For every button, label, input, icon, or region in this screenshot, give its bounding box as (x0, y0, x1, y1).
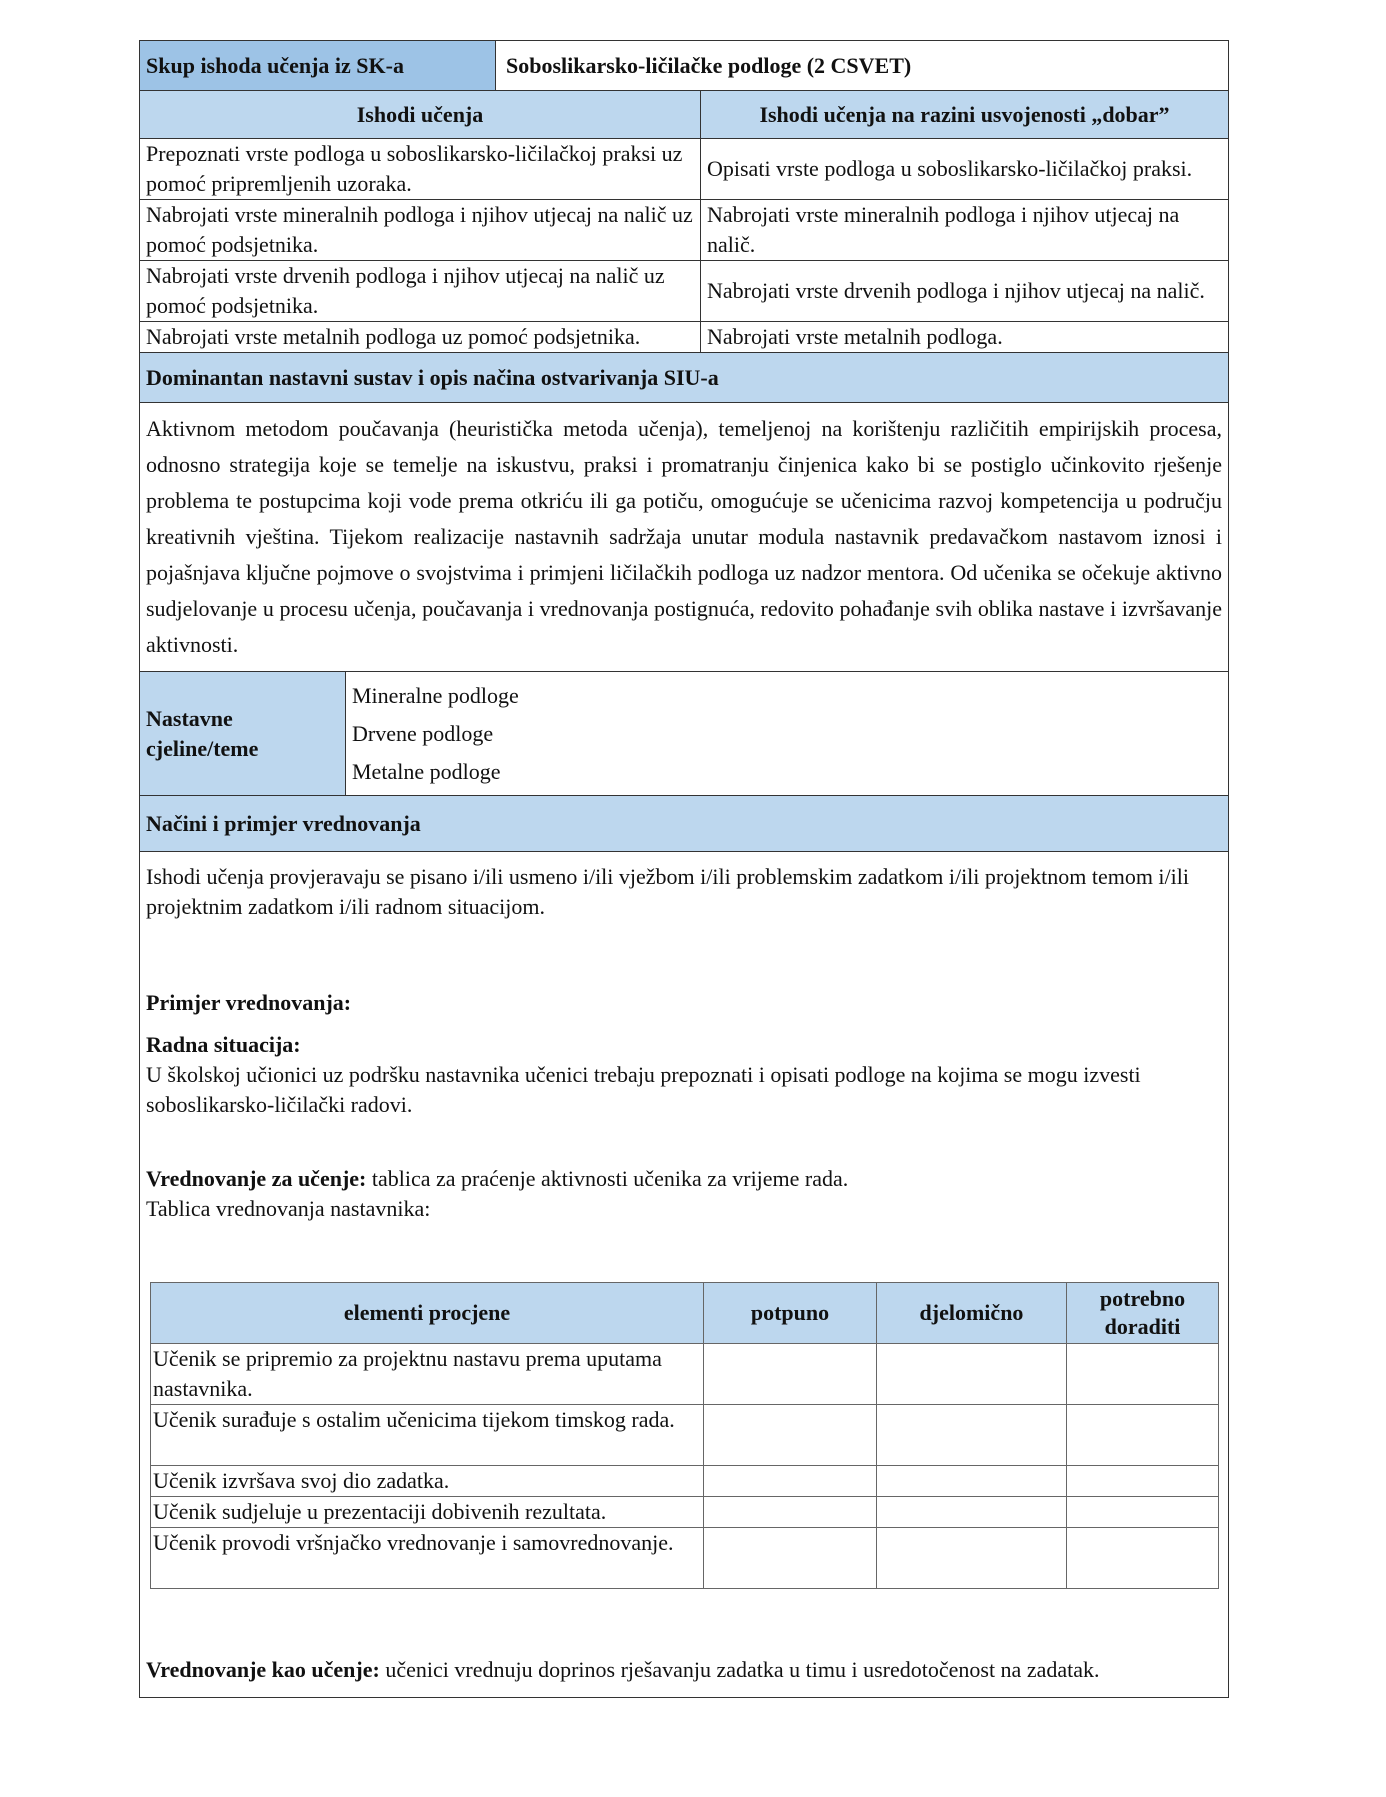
evaluation-body-row (140, 852, 1229, 1698)
topics-label: Nastavne cjeline/teme (140, 672, 346, 796)
teaching-system-title: Dominantan nastavni sustav i opis načina ostvarivanja SIU-a (140, 353, 1229, 403)
as-learning-text: učenici vrednuju doprinos rješavanju zadatka u timu i usredotočenost na zadatak. (379, 1657, 1100, 1682)
good-level-col-header: Ishodi učenja na razini usvojenosti „dobar” (701, 91, 1229, 139)
document-page (139, 40, 1228, 1698)
assessment-cell-needs-work[interactable] (1067, 1466, 1219, 1497)
evaluation-header-row (140, 796, 1229, 852)
as-learning-line (146, 1655, 1222, 1685)
for-learning-text: tablica za praćenje aktivnosti učenika za vrijeme rada. (366, 1166, 849, 1191)
teaching-system-body: Aktivnom metodom poučavanja (heuristička metoda učenja), temeljenoj na korištenju različitih empirijskih procesa, odnosno strategija koje se temelje na iskustvu, praksi i promatranju činjenica kako bi se postiglo učinkovito rješenje problema te postupcima koji vode prema otkriću ili ga potiču, omogućuje se učenicima razvoj kompetencija u području kreativnih vještina. Tijekom realizacije nastavnih sadržaja unutar modula nastavnik predavačkom nastavom iznosi i pojašnjava ključne pojmove o svojstvima i primjeni ličilačkih podloga uz nadzor mentora. Od učenika se očekuje aktivno sudjelovanje u procesu učenja, poučavanja i vrednovanja postignuća, redovito pohađanje svih oblika nastave i izvršavanje aktivnosti. (140, 403, 1229, 672)
assessment-cell-partial[interactable] (877, 1497, 1067, 1528)
siu-table (139, 40, 1229, 1698)
good-level-text: Nabrojati vrste drvenih podloga i njihov utjecaj na nalič. (701, 261, 1229, 322)
example-heading: Primjer vrednovanja: (146, 990, 352, 1015)
good-level-text: Nabrojati vrste mineralnih podloga i njihov utjecaj na nalič. (701, 200, 1229, 261)
evaluation-methods: Ishodi učenja provjeravaju se pisano i/ili usmeno i/ili vježbom i/ili problemskim zadatkom i/ili projektnom temom i/ili projektnim zadatkom i/ili radnom situacijom. (146, 864, 1189, 919)
siu-label: Skup ishoda učenja iz SK-a (140, 41, 496, 91)
assessment-cell-needs-work[interactable] (1067, 1528, 1219, 1589)
for-learning-label: Vrednovanje za učenje: (146, 1166, 367, 1191)
teaching-system-body-row (140, 403, 1229, 672)
outcome-row (140, 322, 1229, 353)
assessment-element: Učenik se pripremio za projektnu nastavu prema uputama nastavnika. (151, 1344, 704, 1405)
work-situation-text: U školskoj učionici uz podršku nastavnika učenici trebaju prepoznati i opisati podloge na kojima se mogu izvesti soboslikarsko-ličilački radovi. (146, 1062, 1141, 1117)
assessment-element: Učenik surađuje s ostalim učenicima tijekom timskog rada. (151, 1405, 704, 1466)
work-situation-heading: Radna situacija: (146, 1032, 301, 1057)
assessment-cell-needs-work[interactable] (1067, 1344, 1219, 1405)
col-header-partial: djelomično (877, 1283, 1067, 1344)
for-learning-line (146, 1164, 1222, 1194)
assessment-cell-needs-work[interactable] (1067, 1497, 1219, 1528)
evaluation-title: Načini i primjer vrednovanja (140, 796, 1229, 852)
assessment-table (150, 1282, 1219, 1589)
good-level-text: Nabrojati vrste metalnih podloga. (701, 322, 1229, 353)
outcome-text: Prepoznati vrste podloga u soboslikarsko-ličilačkoj praksi uz pomoć pripremljenih uzoraka. (140, 139, 701, 200)
outcome-text: Nabrojati vrste mineralnih podloga i njihov utjecaj na nalič uz pomoć podsjetnika. (140, 200, 701, 261)
outcome-row (140, 261, 1229, 322)
siu-value: Soboslikarsko-ličilačke podloge (2 CSVET) (496, 41, 1229, 91)
assessment-element: Učenik sudjeluje u prezentaciji dobivenih rezultata. (151, 1497, 704, 1528)
assessment-row (151, 1497, 1219, 1528)
assessment-cell-full[interactable] (704, 1497, 877, 1528)
outcome-row (140, 200, 1229, 261)
col-header-elements: elementi procjene (151, 1283, 704, 1344)
assessment-cell-partial[interactable] (877, 1466, 1067, 1497)
topics-row (140, 672, 1229, 796)
outcomes-col-header: Ishodi učenja (140, 91, 701, 139)
assessment-header-row (151, 1283, 1219, 1344)
col-header-needs-work: potrebno doraditi (1067, 1283, 1219, 1344)
as-learning-label: Vrednovanje kao učenje: (146, 1657, 380, 1682)
assessment-row (151, 1528, 1219, 1589)
teacher-table-caption: Tablica vrednovanja nastavnika: (146, 1196, 431, 1221)
assessment-row (151, 1405, 1219, 1466)
assessment-cell-partial[interactable] (877, 1528, 1067, 1589)
topic-item: Mineralne podloge (352, 682, 519, 708)
assessment-cell-needs-work[interactable] (1067, 1405, 1219, 1466)
outcome-row (140, 139, 1229, 200)
assessment-cell-full[interactable] (704, 1405, 877, 1466)
assessment-element: Učenik provodi vršnjačko vrednovanje i samovrednovanje. (151, 1528, 704, 1589)
assessment-cell-full[interactable] (704, 1528, 877, 1589)
assessment-cell-partial[interactable] (877, 1344, 1067, 1405)
assessment-row (151, 1466, 1219, 1497)
teaching-system-header-row (140, 353, 1229, 403)
title-row (140, 41, 1229, 91)
topic-item: Drvene podloge (352, 720, 494, 746)
topics-list (346, 672, 1229, 796)
topic-item: Metalne podloge (352, 758, 501, 784)
evaluation-body (140, 852, 1229, 1698)
assessment-cell-full[interactable] (704, 1344, 877, 1405)
assessment-cell-partial[interactable] (877, 1405, 1067, 1466)
outcomes-header-row (140, 91, 1229, 139)
good-level-text: Opisati vrste podloga u soboslikarsko-ličilačkoj praksi. (701, 139, 1229, 200)
assessment-row (151, 1344, 1219, 1405)
assessment-cell-full[interactable] (704, 1466, 877, 1497)
col-header-full: potpuno (704, 1283, 877, 1344)
outcome-text: Nabrojati vrste drvenih podloga i njihov utjecaj na nalič uz pomoć podsjetnika. (140, 261, 701, 322)
assessment-element: Učenik izvršava svoj dio zadatka. (151, 1466, 704, 1497)
outcome-text: Nabrojati vrste metalnih podloga uz pomoć podsjetnika. (140, 322, 701, 353)
